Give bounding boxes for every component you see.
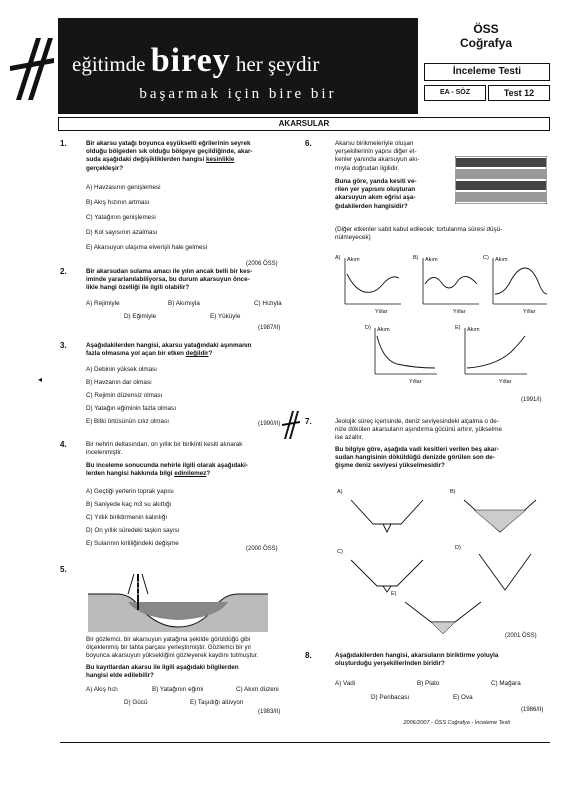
test-type: İnceleme Testi bbox=[424, 63, 550, 81]
q1-number: 1. bbox=[60, 139, 67, 148]
q6-graph-d[interactable]: D) Akım Yıllar bbox=[365, 324, 440, 388]
q7-stem: Bu bilgiye göre, aşağıda vadi kesitleri verilen beş akar- sudan hangisinin döküldüğü denizde görülen son de- ğişme deniz seviyesi yükselmesidir? bbox=[335, 446, 499, 470]
q5-option-c[interactable]: C) Akım düzeni bbox=[236, 686, 279, 693]
q1-option-b[interactable]: B) Akış hızının artması bbox=[86, 199, 150, 206]
q8-option-b[interactable]: B) Plato bbox=[417, 680, 440, 687]
q6-intro: Akarsu birikmeleriyle oluşan yerşekillerinin yapısı diğer et- kenler yanında akarsuyun akı- mıyla doğrudan ilgilidir. bbox=[335, 140, 420, 172]
q3-option-e[interactable]: E) Bitki örtüsünün cılız olması bbox=[86, 418, 169, 425]
q2-option-b[interactable]: B) Akımıyla bbox=[168, 300, 200, 307]
q5-option-b[interactable]: B) Yatağının eğimi bbox=[152, 686, 204, 693]
q8-option-a[interactable]: A) Vadi bbox=[335, 680, 356, 687]
q2-number: 2. bbox=[60, 267, 67, 276]
q4-option-c[interactable]: C) Yıllık biriktirmenin kalınlığı bbox=[86, 514, 168, 521]
q1-reference: (2006 ÖSS) bbox=[246, 261, 278, 267]
q1-option-d[interactable]: D) Kol sayısının azalması bbox=[86, 229, 158, 236]
q4-stem: Bu inceleme sonucunda nehirle ilgili olarak aşağıdaki- lerden hangisi hakkında bilgi edinilemez? bbox=[86, 462, 249, 478]
q7-number: 7. bbox=[305, 417, 312, 426]
q8-option-c[interactable]: C) Mağara bbox=[491, 680, 521, 687]
q3-option-a[interactable]: A) Debinin yüksek olması bbox=[86, 366, 158, 373]
test-number: Test 12 bbox=[488, 85, 550, 101]
q6-stem: Buna göre, yanda kesiti ve- rilen yer yapısını oluşturan akarsuyun akım eğrisi aşa- ğıdakilerden hangisidir? bbox=[335, 178, 417, 210]
slogan-mid: birey bbox=[150, 42, 231, 79]
q3-option-c[interactable]: C) Rejimin düzensiz olması bbox=[86, 392, 163, 399]
q4-number: 4. bbox=[60, 440, 67, 449]
q2-option-a[interactable]: A) Rejimiyle bbox=[86, 300, 120, 307]
q1-option-e[interactable]: E) Akarsuyun ulaşıma elverişli hale gelmesi bbox=[86, 244, 208, 251]
q6-note: (Diğer etkenler sabit kabul edilecek; tortulanma süresi düşü- nülmeyecek) bbox=[335, 226, 503, 242]
q3-option-d[interactable]: D) Yatağın eğiminin fazla olması bbox=[86, 405, 177, 412]
q8-option-e[interactable]: E) Ova bbox=[453, 694, 473, 701]
q3-option-b[interactable]: B) Havzanın dar olması bbox=[86, 379, 152, 386]
q8-reference: (1986/II) bbox=[521, 707, 544, 713]
q7-valley-c[interactable]: C) bbox=[337, 548, 427, 598]
q1-option-a[interactable]: A) Havzasının genişlemesi bbox=[86, 184, 161, 191]
q1-option-c[interactable]: C) Yatağının genişlemesi bbox=[86, 214, 156, 221]
q6-graph-c[interactable]: C) Akım Yıllar bbox=[483, 254, 553, 318]
q7-reference: (2001 ÖSS) bbox=[505, 633, 537, 639]
q3-stem: Aşağıdakilerden hangisi, akarsu yatağındaki aşınmanın fazla olmasına yol açan bir etken değildir? bbox=[86, 342, 252, 358]
q5-stem: Bu kayıtlardan akarsu ile ilgili aşağıdaki bilgilerden hangisi elde edilebilir? bbox=[86, 664, 239, 680]
q8-stem: Aşağıdakilerden hangisi, akarsuların biriktirme yoluyla oluşturduğu yerşekillerinden biridir? bbox=[335, 652, 499, 668]
q2-option-e[interactable]: E) Yüküyle bbox=[210, 313, 241, 320]
page-footer: 2006/2007 - ÖSS Coğrafya - İnceleme Testi bbox=[403, 720, 510, 726]
q7-valley-b[interactable]: B) bbox=[450, 488, 540, 538]
q4-option-d[interactable]: D) On yıllık süredeki taşkın sayısı bbox=[86, 527, 180, 534]
q2-reference: (1987/II) bbox=[258, 325, 281, 331]
q7-valley-e[interactable]: E) bbox=[391, 590, 486, 640]
q6-number: 6. bbox=[305, 139, 312, 148]
test-code: EA - SÖZ bbox=[424, 85, 486, 101]
subject-name: Coğrafya bbox=[459, 36, 512, 50]
q5-option-d[interactable]: D) Gücü bbox=[124, 699, 148, 706]
riverbed-gauge-figure bbox=[88, 572, 268, 632]
q3-number: 3. bbox=[60, 341, 67, 350]
q8-option-d[interactable]: D) Peribacası bbox=[371, 694, 410, 701]
header-slogan bbox=[72, 42, 319, 80]
q6-graph-e[interactable]: E) Akım Yıllar bbox=[455, 324, 530, 388]
q2-stem: Bir akarsudan sulama amacı ile yılın ancak belli bir kes- iminde yararlanılabiliyorsa, bu durum akarsuyun önce- likle hangi özelliği ile ilgili olabilir? bbox=[86, 268, 253, 292]
q5-option-e[interactable]: E) Taşıdığı alüvyon bbox=[190, 699, 244, 706]
header-banner bbox=[58, 18, 418, 114]
q5-reference: (1983/II) bbox=[258, 709, 281, 715]
q7-intro: Jeolojik süreç içerisinde, deniz seviyesindeki alçalma o de- nize dökülen akarsuların aşındırma gücünü artırır, yükselme ise azaltır. bbox=[335, 418, 502, 442]
q5-number: 5. bbox=[60, 565, 67, 574]
slogan-pre: eğitimde bbox=[72, 52, 146, 76]
q2-option-d[interactable]: D) Eğimiyle bbox=[124, 313, 157, 320]
q6-reference: (1991/I) bbox=[521, 397, 542, 403]
header-subtitle: başarmak için bire bir bbox=[139, 86, 337, 102]
divider-logo-icon bbox=[281, 410, 301, 440]
q1-stem: Bir akarsu yatağı boyunca eşyükselti eğrilerinin seyrek olduğu bölgeden sık olduğu bölgeye geçildiğinde, akar- suda aşağıdaki değişikliklerden hangisi kesinlikle gerçekleşir? bbox=[86, 140, 253, 172]
q4-reference: (2000 ÖSS) bbox=[246, 546, 278, 552]
q5-intro: Bir gözlemci, bir akarsuyun yatağına şekilde görüldüğü gibi ölçeklenmiş bir tahta parçası yerleştirmiştir. Gözlemci bir yıl boyunca akarsuyun yüksekliğini gözleyerek kaydını tutmuştur. bbox=[86, 636, 259, 660]
slogan-post: her şeydir bbox=[235, 52, 320, 76]
q4-intro: Bir nehrin deltasından, on yıllık bir birikinti kesiti alınarak incelenmiştir. bbox=[86, 441, 243, 457]
sediment-cross-section bbox=[455, 156, 547, 204]
q4-option-e[interactable]: E) Sularının kirliliğindeki değişme bbox=[86, 540, 179, 547]
logo-icon bbox=[10, 36, 54, 102]
section-title: AKARSULAR bbox=[58, 117, 550, 131]
margin-arrow-icon: ◂ bbox=[38, 375, 43, 384]
q7-valley-d[interactable]: D) bbox=[455, 544, 545, 594]
q5-option-a[interactable]: A) Akış hızı bbox=[86, 686, 118, 693]
q4-option-a[interactable]: A) Geçtiği yerlerin toprak yapısı bbox=[86, 488, 174, 495]
exam-name: ÖSS bbox=[473, 22, 499, 36]
q6-graph-b[interactable]: B) Akım Yıllar bbox=[413, 254, 483, 318]
q2-option-c[interactable]: C) Hızıyla bbox=[254, 300, 282, 307]
footer-rule bbox=[60, 742, 550, 743]
q8-number: 8. bbox=[305, 651, 312, 660]
q7-valley-a[interactable]: A) bbox=[337, 488, 427, 538]
q6-graph-a[interactable]: A) Akım Yıllar bbox=[335, 254, 405, 318]
q3-reference: (1990/II) bbox=[258, 421, 281, 427]
q4-option-b[interactable]: B) Saniyede kaç m3 su akıttığı bbox=[86, 501, 172, 508]
